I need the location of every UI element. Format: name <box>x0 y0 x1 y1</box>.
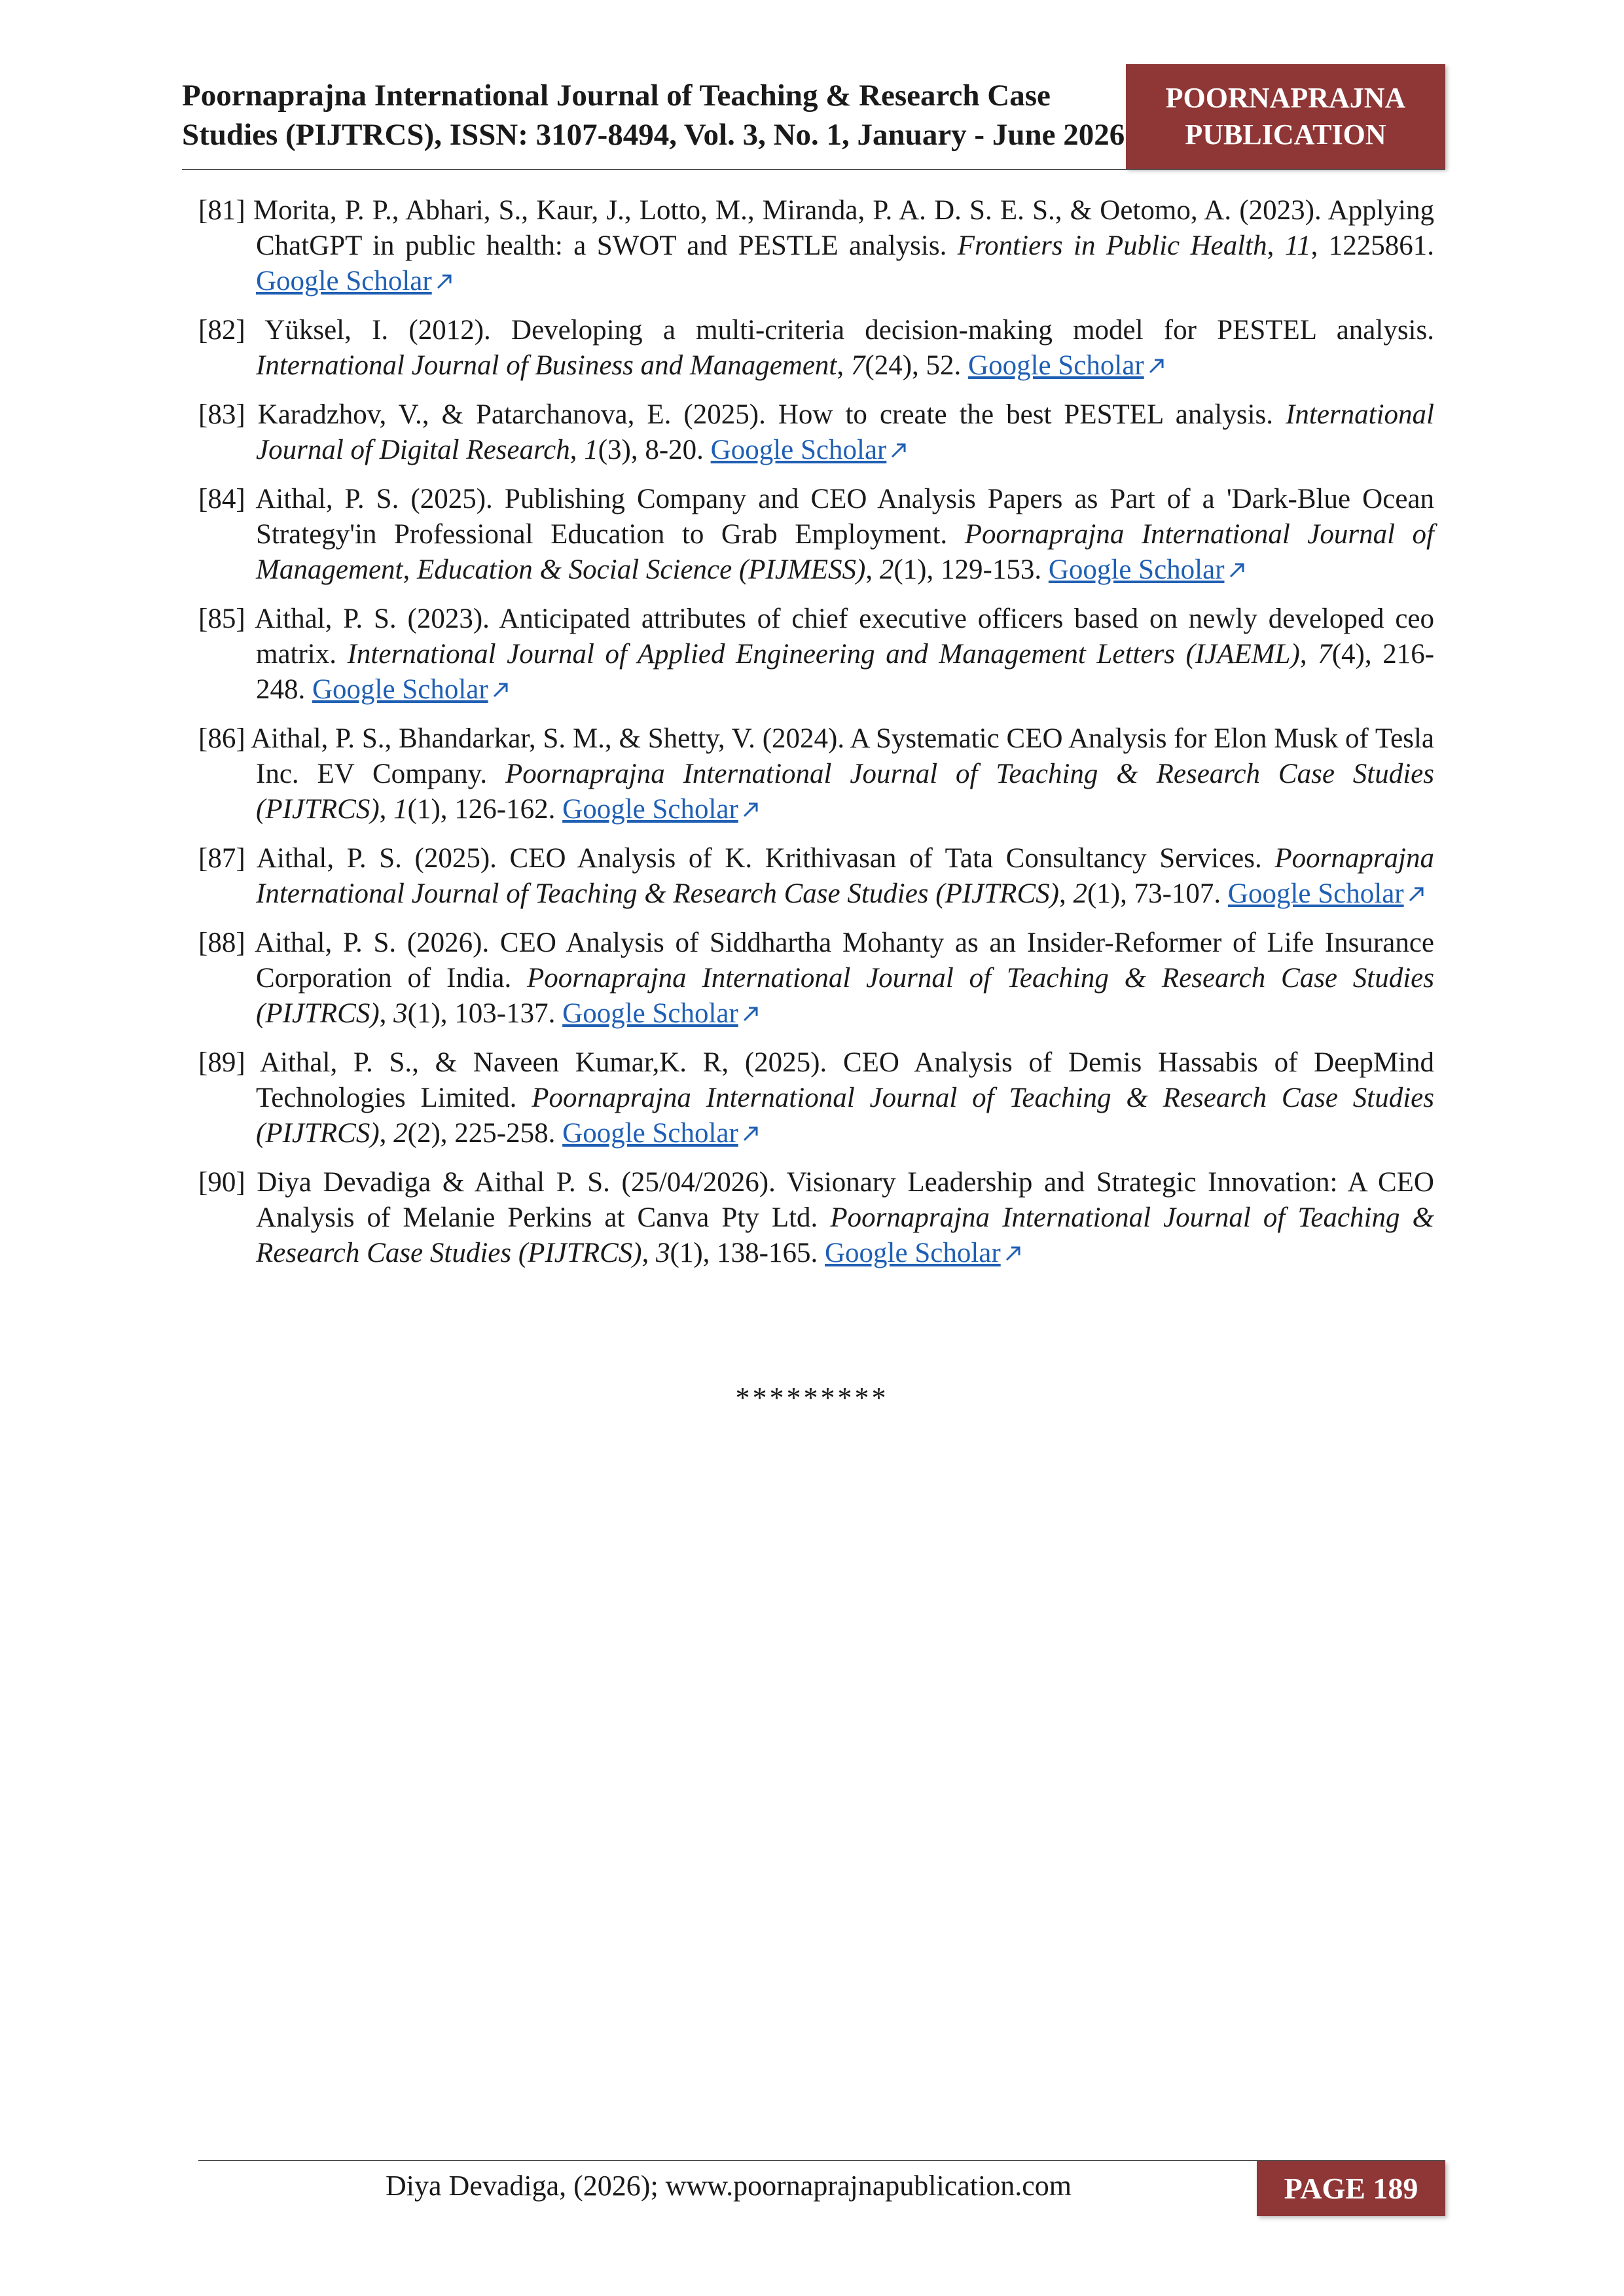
reference-journal: Poornaprajna International Journal of Management, Education & Social Science (PIJMESS) <box>256 519 1434 585</box>
reference-volume: 3 <box>393 998 408 1029</box>
reference-number: [84] <box>198 484 245 514</box>
reference-item <box>198 313 1434 384</box>
reference-volume: 2 <box>1073 878 1087 909</box>
reference-item <box>198 482 1434 588</box>
reference-text: Aithal, P. S., Bhandarkar, S. M., & Shetty, V. (2024). A Systematic CEO Analysis for Elon Musk of Tesla Inc. EV Company. <box>245 723 1434 789</box>
google-scholar-link[interactable] <box>825 1238 1024 1268</box>
reference-item <box>198 1045 1434 1151</box>
google-scholar-link-label: Google Scholar <box>1048 554 1225 585</box>
reference-separator: , <box>379 998 394 1029</box>
reference-pages: (1), 103-137. <box>407 998 563 1029</box>
reference-journal: Poornaprajna International Journal of Teaching & Research Case Studies (PIJTRCS) <box>256 963 1434 1029</box>
header-divider <box>182 169 1445 170</box>
reference-volume: 11 <box>1284 230 1311 261</box>
page-number-badge: PAGE 189 <box>1257 2161 1445 2216</box>
reference-separator: , <box>1058 878 1074 909</box>
reference-text: Aithal, P. S. (2025). Publishing Company and CEO Analysis Papers as Part of a 'Dark-Blue Ocean Strategy'in Professional Education to Grab Employment. <box>245 484 1434 550</box>
google-scholar-link[interactable] <box>256 266 456 296</box>
reference-number: [88] <box>198 927 245 958</box>
google-scholar-link[interactable] <box>562 794 762 825</box>
reference-volume: 2 <box>879 554 894 585</box>
reference-text: Yüksel, I. (2012). Developing a multi-criteria decision-making model for PESTEL analysis. <box>245 315 1434 346</box>
reference-number: [86] <box>198 723 245 754</box>
external-link-icon <box>1405 883 1428 905</box>
reference-separator: , <box>379 794 394 825</box>
journal-title-line-2: Studies (PIJTRCS), ISSN: 3107-8494, Vol. 3, No. 1, January - June 2026 <box>182 118 1125 152</box>
reference-number: [90] <box>198 1167 245 1198</box>
reference-separator: , <box>1299 639 1318 670</box>
google-scholar-link-label: Google Scholar <box>256 266 432 296</box>
google-scholar-link-label: Google Scholar <box>825 1238 1001 1268</box>
reference-pages: (1), 73-107. <box>1087 878 1228 909</box>
reference-item <box>198 841 1434 912</box>
google-scholar-link[interactable] <box>562 1118 762 1149</box>
journal-title-line-1: Poornaprajna International Journal of Teaching & Research Case <box>182 79 1051 113</box>
reference-text: Karadzhov, V., & Patarchanova, E. (2025). How to create the best PESTEL analysis. <box>245 399 1286 430</box>
reference-text: Morita, P. P., Abhari, S., Kaur, J., Lotto, M., Miranda, P. A. D. S. E. S., & Oetomo, A. (2023). Applying ChatGPT in public health: a SWOT and PESTLE analysis. <box>245 195 1434 261</box>
google-scholar-link[interactable] <box>312 674 512 705</box>
reference-pages: (3), 8-20. <box>598 435 711 465</box>
external-link-icon <box>433 270 456 293</box>
external-link-icon <box>1002 1242 1024 1265</box>
reference-item <box>198 397 1434 468</box>
reference-volume: 1 <box>393 794 408 825</box>
publisher-name-line-2: PUBLICATION <box>1185 118 1386 151</box>
reference-separator: , <box>837 350 851 381</box>
footer-citation: Diya Devadiga, (2026); www.poornaprajnapublication.com <box>386 2170 1072 2202</box>
external-link-icon <box>1226 559 1248 581</box>
google-scholar-link[interactable] <box>562 998 762 1029</box>
reference-volume: 2 <box>393 1118 408 1149</box>
google-scholar-link-label: Google Scholar <box>710 435 887 465</box>
reference-number: [89] <box>198 1047 245 1078</box>
external-link-icon <box>1146 355 1168 377</box>
reference-journal: Frontiers in Public Health <box>957 230 1267 261</box>
reference-pages: (24), 52. <box>865 350 969 381</box>
reference-item <box>198 193 1434 299</box>
reference-separator: , <box>569 435 585 465</box>
reference-item <box>198 721 1434 827</box>
reference-journal: Poornaprajna International Journal of Teaching & Research Case Studies (PIJTRCS) <box>256 759 1434 825</box>
external-link-icon <box>740 798 762 821</box>
reference-item <box>198 601 1434 708</box>
external-link-icon <box>888 439 910 461</box>
journal-title <box>182 76 1138 154</box>
reference-journal: Poornaprajna International Journal of Teaching & Research Case Studies (PIJTRCS) <box>256 843 1434 909</box>
google-scholar-link-label: Google Scholar <box>312 674 488 705</box>
reference-pages: (4), 216-248. <box>256 639 1435 705</box>
reference-journal: International Journal of Business and Management <box>256 350 837 381</box>
google-scholar-link[interactable] <box>968 350 1168 381</box>
external-link-icon <box>740 1003 762 1025</box>
reference-number: [87] <box>198 843 245 874</box>
reference-number: [82] <box>198 315 245 346</box>
reference-number: [85] <box>198 603 245 634</box>
reference-text: Aithal, P. S. (2025). CEO Analysis of K. Krithivasan of Tata Consultancy Services. <box>245 843 1275 874</box>
google-scholar-link[interactable] <box>1228 878 1428 909</box>
reference-list <box>198 193 1434 1285</box>
reference-pages: (1), 129-153. <box>893 554 1049 585</box>
google-scholar-link-label: Google Scholar <box>1227 878 1404 909</box>
reference-number: [81] <box>198 195 245 226</box>
google-scholar-link-label: Google Scholar <box>968 350 1144 381</box>
reference-item <box>198 1165 1434 1271</box>
reference-item <box>198 925 1434 1031</box>
reference-separator: , <box>379 1118 394 1149</box>
reference-journal: Poornaprajna International Journal of Teaching & Research Case Studies (PIJTRCS) <box>256 1083 1434 1149</box>
reference-volume: 1 <box>584 435 598 465</box>
google-scholar-link-label: Google Scholar <box>562 1118 738 1149</box>
google-scholar-link[interactable] <box>1049 554 1248 585</box>
reference-pages: (1), 126-162. <box>407 794 563 825</box>
google-scholar-link[interactable] <box>711 435 911 465</box>
page-header <box>0 0 1624 190</box>
reference-journal: Poornaprajna International Journal of Teaching & Research Case Studies (PIJTRCS), 3 <box>256 1202 1434 1268</box>
reference-text: Diya Devadiga & Aithal P. S. (25/04/2026). Visionary Leadership and Strategic Innovation: A CEO Analysis of Melanie Perkins at Canva Pty Ltd. <box>245 1167 1434 1233</box>
reference-pages: (1), 138-165. <box>670 1238 825 1268</box>
google-scholar-link-label: Google Scholar <box>562 998 738 1029</box>
reference-journal: International Journal of Applied Engineering and Management Letters (IJAEML) <box>347 639 1300 670</box>
end-of-references-mark: ********* <box>735 1382 889 1414</box>
reference-pages: , 1225861. <box>1310 230 1435 261</box>
reference-separator: , <box>1267 230 1285 261</box>
reference-separator: , <box>865 554 880 585</box>
reference-text: Aithal, P. S. (2023). Anticipated attributes of chief executive officers based on newly developed ceo matrix. <box>245 603 1434 670</box>
publisher-badge <box>1126 64 1445 169</box>
reference-pages: (2), 225-258. <box>407 1118 563 1149</box>
reference-volume: 7 <box>850 350 865 381</box>
publisher-name-line-1: POORNAPRAJNA <box>1165 82 1406 114</box>
external-link-icon <box>490 679 512 701</box>
reference-volume: 7 <box>1318 639 1332 670</box>
reference-text: Aithal, P. S., & Naveen Kumar,K. R, (2025). CEO Analysis of Demis Hassabis of DeepMind Technologies Limited. <box>245 1047 1434 1113</box>
reference-text: Aithal, P. S. (2026). CEO Analysis of Siddhartha Mohanty as an Insider-Reformer of Life Insurance Corporation of India. <box>245 927 1434 994</box>
reference-number: [83] <box>198 399 245 430</box>
external-link-icon <box>740 1122 762 1145</box>
reference-journal: International Journal of Digital Research <box>256 399 1434 465</box>
google-scholar-link-label: Google Scholar <box>562 794 738 825</box>
